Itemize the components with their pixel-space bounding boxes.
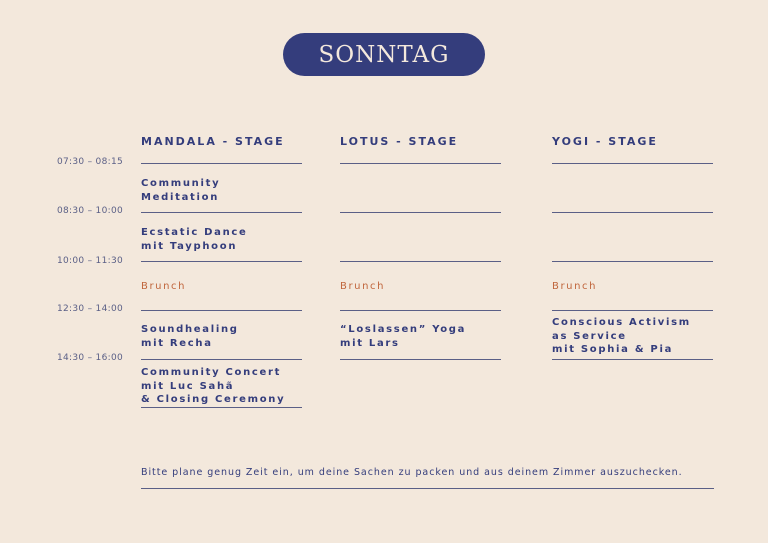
divider-line — [340, 212, 501, 213]
stage-header-yogi: YOGI - STAGE — [552, 135, 658, 148]
divider-line — [340, 261, 501, 262]
divider-line — [340, 359, 501, 360]
day-title-pill — [283, 33, 485, 76]
divider-line — [141, 310, 302, 311]
time-slot-4: 12:30 – 14:00 — [57, 304, 123, 314]
footer-divider-line — [141, 488, 714, 489]
event-community-meditation: Community Meditation — [141, 178, 221, 203]
divider-line — [141, 407, 302, 408]
event-brunch-lotus: Brunch — [340, 281, 386, 292]
stage-header-mandala: MANDALA - STAGE — [141, 135, 285, 148]
divider-line — [141, 261, 302, 262]
event-conscious-activism: Conscious Activism as Service mit Sophia & Pia — [552, 317, 691, 355]
time-slot-1: 07:30 – 08:15 — [57, 157, 123, 167]
day-title: SONNTAG — [318, 41, 450, 68]
divider-line — [141, 359, 302, 360]
divider-line — [552, 212, 713, 213]
divider-line — [340, 310, 501, 311]
divider-line — [340, 163, 501, 164]
divider-line — [141, 163, 302, 164]
event-brunch-yogi: Brunch — [552, 281, 598, 292]
event-soundhealing: Soundhealing mit Recha — [141, 324, 239, 349]
time-slot-2: 08:30 – 10:00 — [57, 206, 123, 216]
event-ecstatic-dance: Ecstatic Dance mit Tayphoon — [141, 227, 248, 252]
time-slot-3: 10:00 – 11:30 — [57, 256, 123, 266]
checkout-note: Bitte plane genug Zeit ein, um deine Sachen zu packen und aus deinem Zimmer auszuchecken. — [141, 467, 683, 478]
divider-line — [552, 359, 713, 360]
time-slot-5: 14:30 – 16:00 — [57, 353, 123, 363]
divider-line — [141, 212, 302, 213]
divider-line — [552, 310, 713, 311]
divider-line — [552, 163, 713, 164]
event-brunch-mandala: Brunch — [141, 281, 187, 292]
event-loslassen-yoga: “Loslassen” Yoga mit Lars — [340, 324, 467, 349]
stage-header-lotus: LOTUS - STAGE — [340, 135, 459, 148]
divider-line — [552, 261, 713, 262]
event-community-concert: Community Concert mit Luc Sahã & Closing Ceremony — [141, 367, 286, 405]
